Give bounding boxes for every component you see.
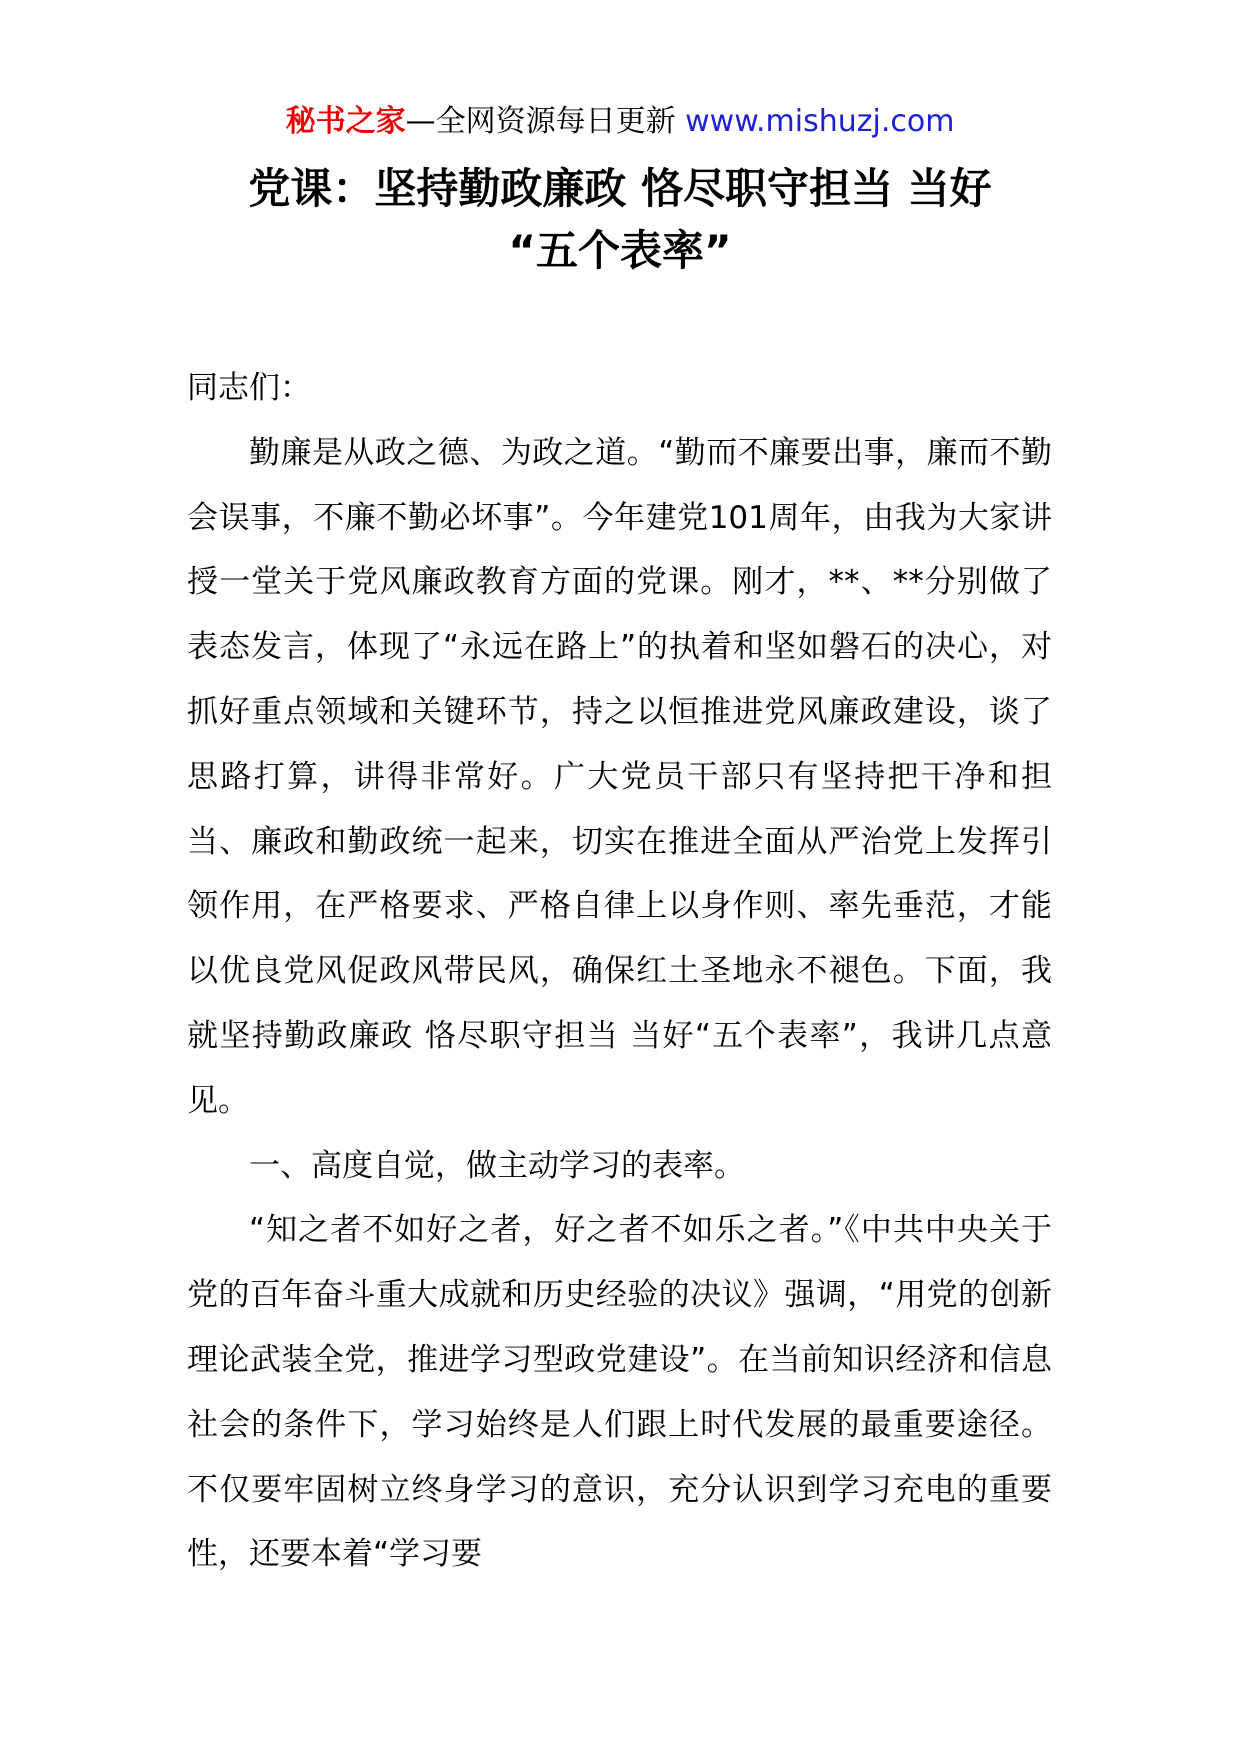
document-body [187,356,1052,1587]
site-header [0,100,1240,144]
document-title [150,158,1090,282]
document-title-line-1: 党课：坚持勤政廉政 恪尽职守担当 当好 [248,164,992,213]
paragraph-section-1: “知之者不如好之者，好之者不如乐之者。”《中共中央关于党的百年奋斗重大成就和历史经验的决议》强调，“用党的创新理论武装全党，推进学习型政党建设”。在当前知识经济和信息社会的条件下，学习始终是人们跟上时代发展的最重要途径。不仅要牢固树立终身学习的意识，充分认识到学习充电的重要性，还要本着“学习要 [187,1212,1052,1573]
section-heading-1: 一、高度自觉，做主动学习的表率。 [249,1147,745,1184]
site-name: 秘书之家 [285,104,406,139]
document-title-line-2: “五个表率” [508,226,732,275]
site-url-link[interactable]: www.mishuzj.com [685,104,955,139]
site-tagline: —全网资源每日更新 [405,104,686,139]
salutation: 同志们： [187,370,311,406]
paragraph-intro: 勤廉是从政之德、为政之道。“勤而不廉要出事，廉而不勤会误事，不廉不勤必坏事”。今年建党101周年，由我为大家讲授一堂关于党风廉政教育方面的党课。刚才，**、**分别做了表态发言，体现了“永远在路上”的执着和坚如磐石的决心，对抓好重点领域和关键环节，持之以恒推进党风廉政建设，谈了思路打算，讲得非常好。广大党员干部只有坚持把干净和担当、廉政和勤政统一起来，切实在推进全面从严治党上发挥引领作用，在严格要求、严格自律上以身作则、率先垂范，才能以优良党风促政风带民风，确保红土圣地永不褪色。下面，我就坚持勤政廉政 恪尽职守担当 当好“五个表率”，我讲几点意见。 [187,434,1052,1119]
